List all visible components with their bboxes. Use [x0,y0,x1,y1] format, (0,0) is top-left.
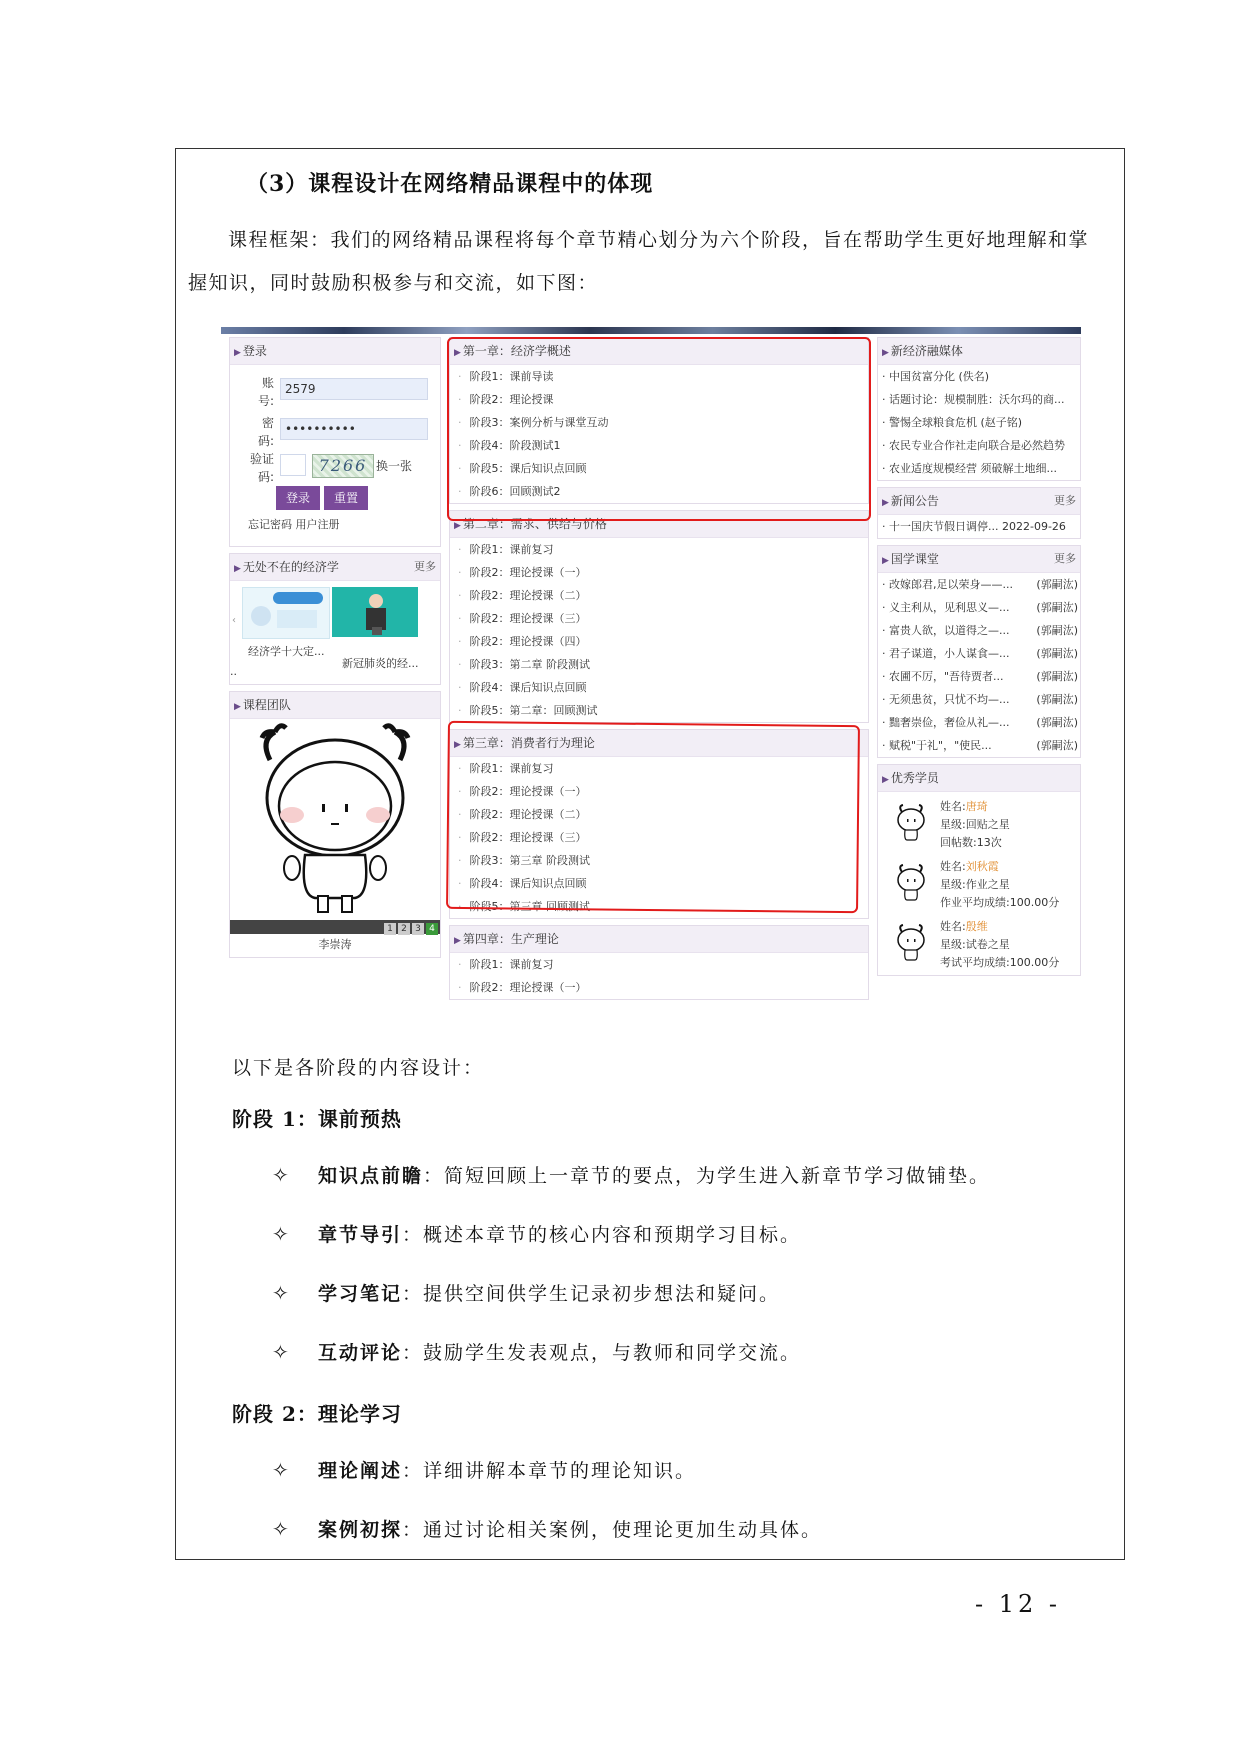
stage-link-label[interactable]: 阶段2：理论授课（二） [469,808,587,821]
guoxue-item-author: (郭嗣汯) [1034,688,1078,711]
media-item[interactable] [878,434,1080,457]
stage-link-label[interactable]: 阶段2：理论授课（一） [469,981,587,994]
stage-link[interactable] [450,653,868,676]
student-avatar [894,864,928,904]
stage-link[interactable] [450,538,868,561]
stage-link-label[interactable]: 阶段2：理论授课（一） [469,566,587,579]
course-team-box [229,691,441,958]
intro-paragraph: 课程框架：我们的网络精品课程将每个章节精心划分为六个阶段，旨在帮助学生更好地理解和掌握知识，同时鼓励积极参与和交流，如下图： [188,229,1090,294]
bullet-dot-icon: · [458,462,462,475]
bullet-dot-icon: · [458,958,462,971]
bullet-text: ：概述本章节的核心内容和预期学习目标。 [402,1224,802,1246]
stage-link-label[interactable]: 阶段2：理论授课（二） [469,589,587,602]
student-score: 考试平均成绩:100.00分 [940,956,1060,969]
student-name-label: 姓名: [940,860,966,873]
bullet-text: ：通过讨论相关案例，使理论更加生动具体。 [402,1519,823,1541]
triangle-icon: ▶ [454,521,461,531]
guoxue-item-author: (郭嗣汯) [1034,734,1078,757]
triangle-icon: ▶ [454,936,461,946]
guoxue-item[interactable] [878,711,1080,734]
cartoon-mascot-image [230,720,440,916]
bullet-dot-icon: · [458,566,462,579]
student-card[interactable] [878,792,1080,852]
chapter-box [449,925,869,1000]
student-name-line [940,798,988,814]
chapter-title[interactable]: 第二章：需求、供给与价格 [462,517,607,531]
bullet-dot-icon: · [458,762,462,775]
stage-bullet [272,1456,696,1483]
bullet-term: 互动评论 [318,1342,403,1364]
notice-item[interactable] [878,515,1080,538]
guoxue-item-label[interactable]: 赋税"于礼"，"使民... [889,739,992,752]
stage-link-label[interactable]: 阶段6：回顾测试2 [469,485,561,498]
page-number: - 12 - [975,1590,1062,1618]
triangle-icon: ▶ [882,775,889,785]
bullet-dot-icon: · [458,854,462,867]
bullet-dot-icon: · [458,681,462,694]
triangle-icon: ▶ [454,740,461,750]
stage-link-label[interactable]: 阶段4：课后知识点回顾 [469,877,587,890]
bullet-dot-icon: · [458,900,462,913]
sparkle-bullet-icon: ✧ [272,1340,291,1364]
bullet-dot-icon: · [458,808,462,821]
bullet-dot-icon: · [882,739,889,752]
guoxue-item-author: (郭嗣汯) [1034,665,1078,688]
student-star: 星级:试卷之星 [940,938,1010,951]
bullet-dot-icon: · [882,578,889,591]
student-name[interactable]: 刘秋霞 [965,860,999,873]
guoxue-item[interactable] [878,573,1080,596]
pager-button[interactable]: 4 [426,923,438,935]
econ-ellipsis: .. [230,665,237,678]
stage-link-label[interactable]: 阶段3：第二章 阶段测试 [469,658,590,671]
student-name-line [940,858,999,874]
bullet-dot-icon: · [458,439,462,452]
pager-button[interactable]: 1 [384,923,396,935]
stage-link-label[interactable]: 阶段5：第二章：回顾测试 [469,704,598,717]
student-star: 星级:作业之星 [940,878,1010,891]
bullet-dot-icon: · [882,462,889,475]
guoxue-item[interactable] [878,688,1080,711]
annotation-chapter1-outline [447,337,871,521]
media-item-label[interactable]: 农业适度规模经营 须破解土地细... [889,462,1057,475]
stage-link[interactable] [450,607,868,630]
captcha-input[interactable] [280,454,306,476]
team-header [230,692,440,719]
bullet-dot-icon: · [458,370,462,383]
student-card[interactable] [878,912,1080,972]
section-heading: （3）课程设计在网络精品课程中的体现 [246,171,654,197]
more-link[interactable]: 更多 [1054,552,1076,565]
stage-link-label[interactable]: 阶段4：课后知识点回顾 [469,681,587,694]
stage-link[interactable] [450,676,868,699]
media-header [878,338,1080,365]
sparkle-bullet-icon: ✧ [272,1281,291,1305]
chapter-title[interactable]: 第三章：消费者行为理论 [462,736,595,750]
triangle-icon: ▶ [882,498,889,508]
stage-link-label[interactable]: 阶段3：第三章 阶段测试 [469,854,590,867]
bullet-dot-icon: · [458,704,462,717]
econ-item-1[interactable]: 经济学十大定... [248,645,325,658]
chapter-header[interactable] [450,926,868,953]
account-input[interactable]: 2579 [280,378,428,400]
captcha-label: 验证码: [249,452,274,484]
stage-link-label[interactable]: 阶段2：理论授课（四） [469,635,587,648]
bullet-dot-icon: · [458,485,462,498]
stage-link-label[interactable]: 阶段1：课前导读 [469,370,554,383]
stage-bullet [272,1279,780,1306]
bullet-dot-icon: · [458,416,462,429]
annotation-chapter3-outline [446,721,860,913]
bullet-text: ：提供空间供学生记录初步想法和疑问。 [402,1283,781,1305]
media-item[interactable] [878,411,1080,434]
student-star: 星级:回贴之星 [940,818,1010,831]
stage-link[interactable] [450,976,868,999]
bullet-dot-icon: · [458,612,462,625]
student-score: 作业平均成绩:100.00分 [940,896,1060,909]
sparkle-bullet-icon: ✧ [272,1222,291,1246]
right-column [877,337,1081,982]
student-avatar [894,924,928,964]
covid-thumb-image[interactable] [332,587,418,637]
media-item[interactable] [878,388,1080,411]
bullet-dot-icon: · [882,624,889,637]
bullet-dot-icon: · [882,647,889,660]
bullet-dot-icon: · [458,877,462,890]
econ-thumbs [230,581,440,691]
bullet-text: ：简短回顾上一章节的要点，为学生进入新章节学习做铺垫。 [423,1165,991,1187]
student-name[interactable]: 殷维 [965,920,988,933]
team-member-name: 李崇涛 [318,938,352,951]
bullet-dot-icon: · [458,589,462,602]
notice-header [878,488,1080,515]
bullet-dot-icon: · [458,543,462,556]
student-name-label: 姓名: [940,920,966,933]
guoxue-item-label[interactable]: 无须患贫，只忧不均—... [889,693,1010,706]
guoxue-item-author: (郭嗣汯) [1034,573,1078,596]
guoxue-item-label[interactable]: 农圃不厉，"吾待贾者... [889,670,1004,683]
bullet-dot-icon: · [882,601,889,614]
carousel-pager [230,920,440,934]
login-title: 登录 [242,344,267,358]
bullet-term: 案例初探 [318,1519,403,1541]
bullet-dot-icon: · [882,693,889,706]
student-score: 回帖数:13次 [940,836,1002,849]
stage-bullet [272,1161,990,1188]
guoxue-item-author: (郭嗣汯) [1034,619,1078,642]
guoxue-item-label[interactable]: 君子谋道，小人谋食—... [889,647,1010,660]
stage-link-label[interactable]: 阶段2：理论授课（三） [469,831,587,844]
stage-link[interactable] [450,953,868,976]
student-name-label: 姓名: [940,800,966,813]
stage-link[interactable] [450,630,868,653]
bullet-dot-icon: · [458,831,462,844]
bullet-dot-icon: · [458,981,462,994]
media-title: 新经济融媒体 [890,344,963,358]
login-header [230,338,440,365]
stage-bullet [272,1515,822,1542]
bullet-term: 理论阐述 [318,1460,403,1482]
guoxue-item-label[interactable]: 黜奢崇俭，奢俭从礼—... [889,716,1010,729]
students-box [877,764,1081,976]
econ-item-2[interactable]: 新冠肺炎的经... [342,657,419,670]
guoxue-item-label[interactable]: 改嫁郎君,足以荣身——... [889,578,1013,591]
stage-link[interactable] [450,699,868,722]
bullet-dot-icon: · [458,393,462,406]
chapter-title[interactable]: 第一章：经济学概述 [462,344,571,358]
triangle-icon: ▶ [882,348,889,358]
student-card[interactable] [878,852,1080,912]
guoxue-item-author: (郭嗣汯) [1034,596,1078,619]
guoxue-item-author: (郭嗣汯) [1034,642,1078,665]
chapter-title[interactable]: 第四章：生产理论 [462,932,559,946]
left-column [229,337,441,964]
guoxue-item-label[interactable]: 富贵人欲，以道得之—... [889,624,1010,637]
bullet-term: 学习笔记 [318,1283,403,1305]
stage-bullet [272,1220,801,1247]
bullet-dot-icon: · [458,635,462,648]
bullet-dot-icon: · [882,416,889,429]
bullet-term: 知识点前瞻 [318,1165,424,1187]
stage-bullet [272,1338,801,1365]
bullet-dot-icon: · [882,520,889,533]
bullet-dot-icon: · [458,658,462,671]
student-name-line [940,918,988,934]
carousel-prev-icon[interactable]: ‹ [232,615,236,626]
stage-link-label[interactable]: 阶段5：课后知识点回顾 [469,462,587,475]
triangle-icon: ▶ [882,556,889,566]
media-item-label[interactable]: 警惕全球粮食危机 (赵子铭) [889,416,1023,429]
bullet-text: ：鼓励学生发表观点，与教师和同学交流。 [402,1342,802,1364]
bullet-dot-icon: · [458,785,462,798]
pager-button[interactable]: 2 [398,923,410,935]
guoxue-item[interactable] [878,734,1080,757]
bullet-dot-icon: · [882,716,889,729]
media-item-label[interactable]: 中国贫富分化 (佚名) [889,370,990,383]
bullet-term: 章节导引 [318,1224,403,1246]
stage-link-label[interactable]: 阶段5：第三章 回顾测试 [469,900,590,913]
guoxue-item-author: (郭嗣汯) [1034,711,1078,734]
econ-thumb-image[interactable] [242,587,330,639]
bullet-text: ：详细讲解本章节的理论知识。 [402,1460,697,1482]
illustration-image [243,588,329,638]
media-item-label[interactable]: 农民专业合作社走向联合是必然趋势 [889,439,1065,452]
student-avatar [894,804,928,844]
login-box [229,337,441,547]
triangle-icon: ▶ [234,702,241,712]
stage-link-label[interactable]: 阶段1：课前复习 [469,762,554,775]
notice-title: 新闻公告 [890,494,939,508]
stage-link-label[interactable]: 阶段2：理论授课（三） [469,612,587,625]
sparkle-bullet-icon: ✧ [272,1458,291,1482]
guoxue-item[interactable] [878,619,1080,642]
guoxue-box [877,545,1081,758]
notice-item-label[interactable]: 十一国庆节假日调停... 2022-09-26 [889,520,1066,533]
students-title: 优秀学员 [890,771,939,785]
stage2-title: 阶段 2：理论学习 [232,1402,402,1426]
triangle-icon: ▶ [454,348,461,358]
guoxue-title: 国学课堂 [890,552,939,566]
triangle-icon: ▶ [234,348,241,358]
more-link[interactable]: 更多 [1054,494,1076,507]
media-item[interactable] [878,457,1080,480]
captcha-image: 7266 [312,454,374,478]
stage-link-label[interactable]: 阶段1：课前复习 [469,543,554,556]
reset-button[interactable]: 重置 [324,486,368,510]
site-banner-strip [221,327,1081,334]
stage-link-label[interactable]: 阶段2：理论授课（一） [469,785,587,798]
econ-title: 无处不在的经济学 [242,560,339,574]
stage-link-label[interactable]: 阶段3：案例分析与课堂互动 [469,416,609,429]
stages-intro: 以下是各阶段的内容设计： [232,1057,485,1079]
students-header [878,765,1080,792]
password-input[interactable]: •••••••••• [280,418,428,440]
password-label: 密码: [257,416,274,448]
account-label: 账号: [257,376,274,408]
guoxue-item[interactable] [878,596,1080,619]
guoxue-header [878,546,1080,573]
bullet-dot-icon: · [882,370,889,383]
chapter-box [449,510,869,723]
stage-link-label[interactable]: 阶段4：阶段测试1 [469,439,561,452]
sparkle-bullet-icon: ✧ [272,1163,291,1187]
more-link[interactable]: 更多 [414,560,436,573]
bullet-dot-icon: · [882,393,889,406]
media-box [877,337,1081,481]
triangle-icon: ▶ [234,564,241,574]
stage-link-label[interactable]: 阶段1：课前复习 [469,958,554,971]
stage-link-label[interactable]: 阶段2：理论授课 [469,393,554,406]
media-item[interactable] [878,365,1080,388]
media-item-label[interactable]: 话题讨论：规模制胜：沃尔玛的商... [889,393,1065,406]
pager-button[interactable]: 3 [412,923,424,935]
sparkle-bullet-icon: ✧ [272,1517,291,1541]
speaker-photo [332,587,418,637]
guoxue-item[interactable] [878,665,1080,688]
guoxue-item[interactable] [878,642,1080,665]
notice-box [877,487,1081,539]
bullet-dot-icon: · [882,439,889,452]
student-name[interactable]: 唐琦 [965,800,988,813]
login-links[interactable]: 忘记密码 用户注册 [248,518,340,531]
econ-everywhere-box [229,553,441,685]
stage-link[interactable] [450,584,868,607]
econ-header [230,554,440,581]
login-button[interactable]: 登录 [276,486,320,510]
team-title: 课程团队 [242,698,291,712]
stage1-title: 阶段 1：课前预热 [232,1107,402,1131]
guoxue-item-label[interactable]: 义主利从，见利思义—... [889,601,1010,614]
bullet-dot-icon: · [882,670,889,683]
stage-link[interactable] [450,561,868,584]
captcha-refresh-link[interactable]: 换一张 [376,459,413,473]
course-site-screenshot [221,327,1081,1009]
